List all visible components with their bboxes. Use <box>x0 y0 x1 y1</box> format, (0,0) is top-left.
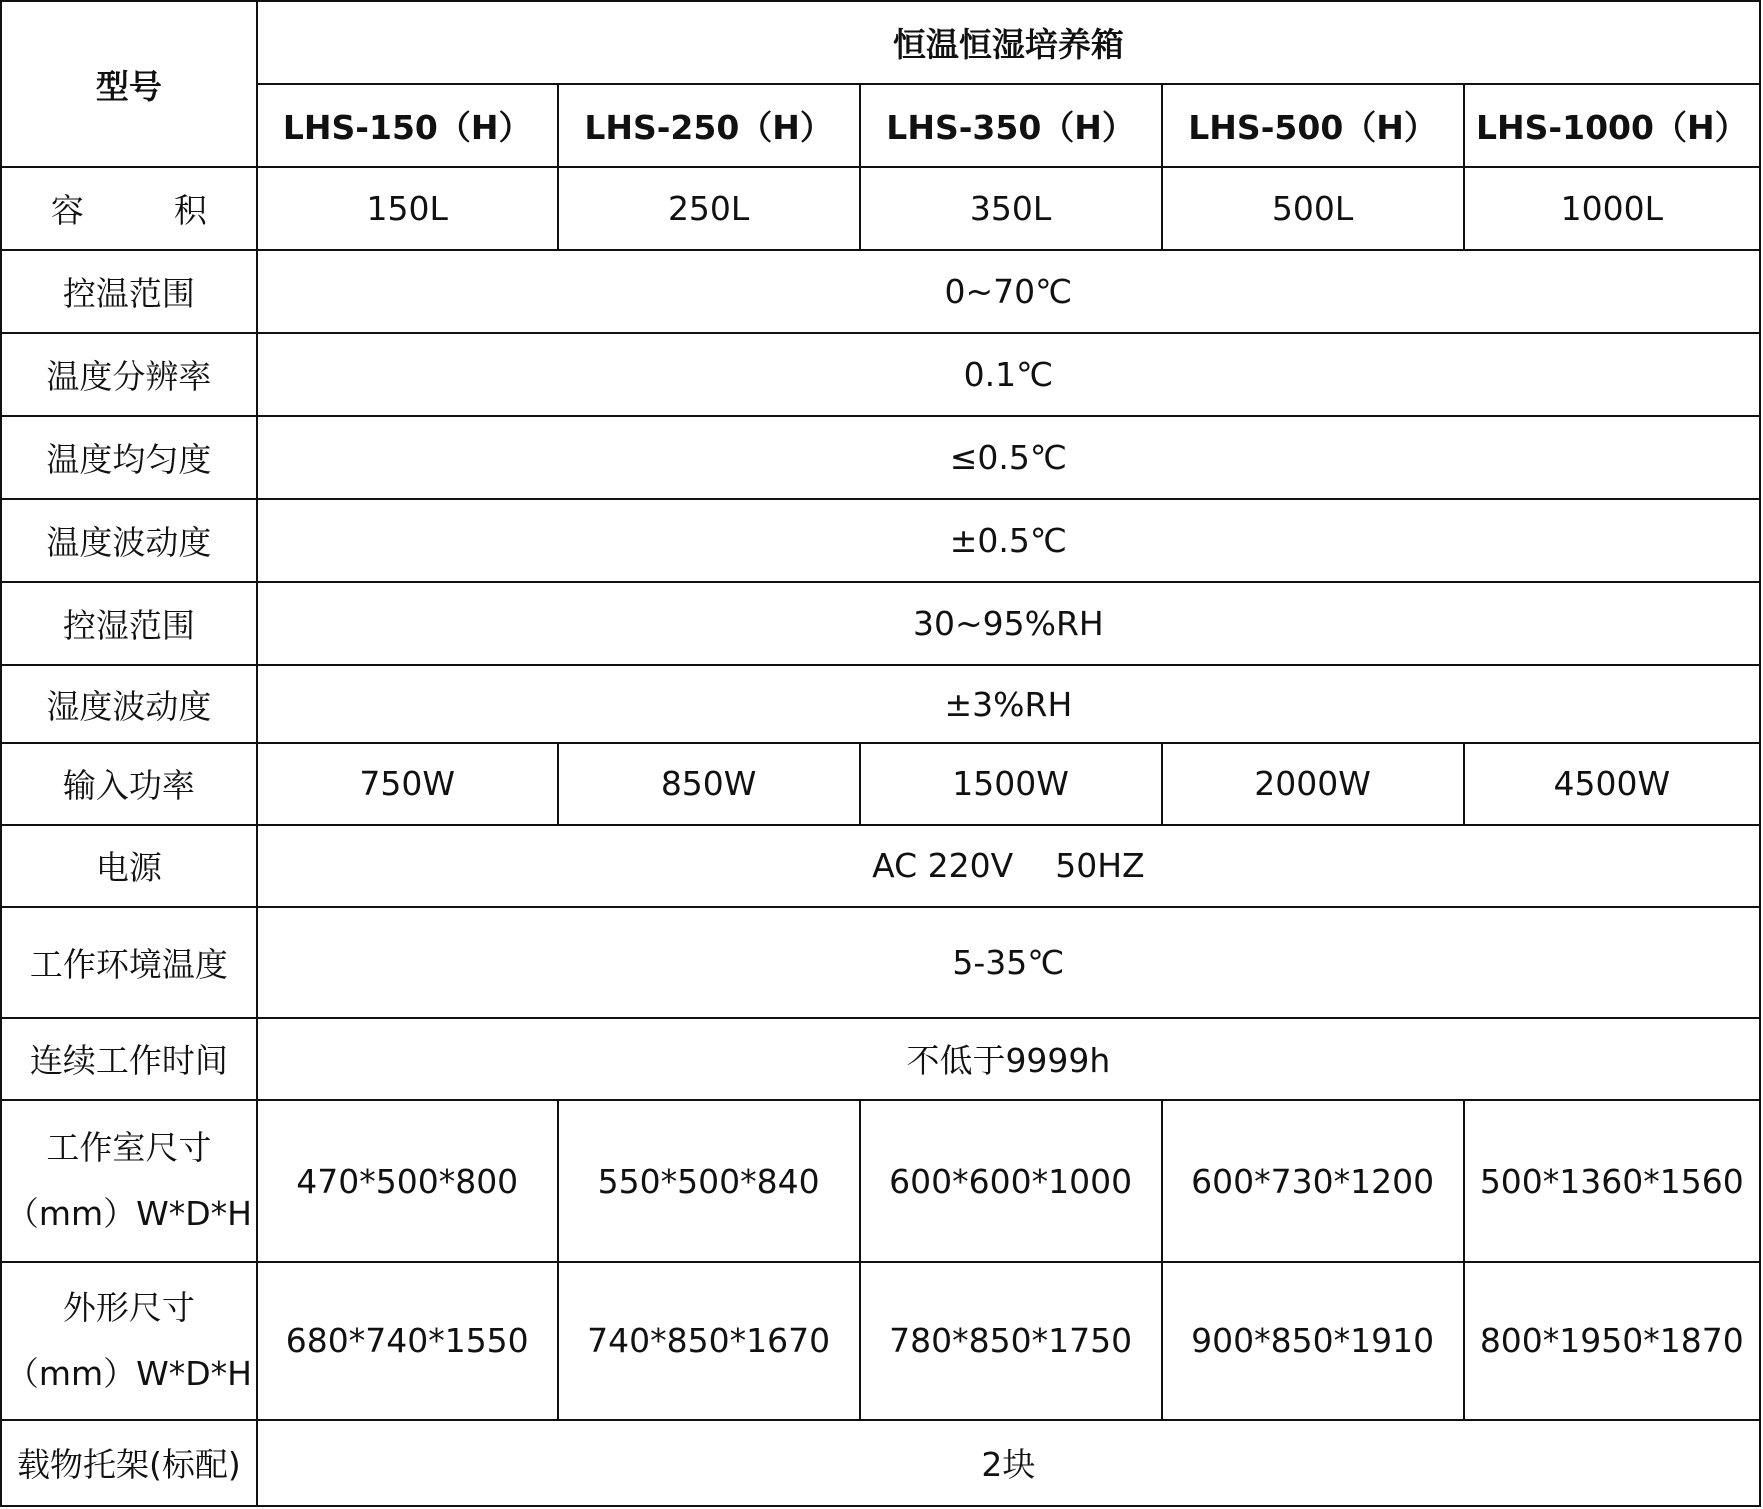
input-power-value: 4500W <box>1464 743 1760 825</box>
row-continuous-time <box>1 1018 1760 1100</box>
row-temp-range <box>1 250 1760 333</box>
temp-resolution-label: 温度分辨率 <box>1 333 257 416</box>
humidity-range-label: 控湿范围 <box>1 582 257 665</box>
outer-size-value: 780*850*1750 <box>860 1262 1162 1419</box>
row-power-supply <box>1 825 1760 907</box>
volume-value: 250L <box>558 167 860 250</box>
volume-label-a: 容 <box>50 191 84 231</box>
volume-label-b: 积 <box>173 191 207 231</box>
product-title: 恒温恒湿培养箱 <box>257 1 1760 84</box>
chamber-size-label-line1: 工作室尺寸 <box>46 1128 212 1168</box>
outer-size-label <box>1 1262 257 1419</box>
outer-size-value: 740*850*1670 <box>558 1262 860 1419</box>
input-power-value: 850W <box>558 743 860 825</box>
outer-size-value: 800*1950*1870 <box>1464 1262 1760 1419</box>
row-shelves <box>1 1420 1760 1507</box>
shelves-value: 2块 <box>257 1420 1760 1507</box>
power-supply-value: AC 220V 50HZ <box>257 825 1760 907</box>
input-power-value: 750W <box>257 743 558 825</box>
chamber-size-value: 470*500*800 <box>257 1100 558 1263</box>
model-header: LHS-1000（H） <box>1464 84 1760 167</box>
temp-uniformity-value: ≤0.5℃ <box>257 416 1760 499</box>
chamber-size-value: 550*500*840 <box>558 1100 860 1263</box>
row-temp-fluctuation <box>1 499 1760 582</box>
continuous-time-label: 连续工作时间 <box>1 1018 257 1100</box>
temp-fluctuation-label: 温度波动度 <box>1 499 257 582</box>
row-temp-resolution <box>1 333 1760 416</box>
row-temp-uniformity <box>1 416 1760 499</box>
chamber-size-label-line2: （mm）W*D*H <box>5 1194 252 1234</box>
chamber-size-label <box>1 1100 257 1263</box>
volume-value: 1000L <box>1464 167 1760 250</box>
row-chamber-size <box>1 1100 1760 1263</box>
row-humidity-fluctuation <box>1 665 1760 742</box>
row-outer-size <box>1 1262 1760 1419</box>
model-header: LHS-500（H） <box>1162 84 1464 167</box>
volume-value: 500L <box>1162 167 1464 250</box>
ambient-temp-value: 5-35℃ <box>257 907 1760 1018</box>
row-humidity-range <box>1 582 1760 665</box>
row-volume <box>1 167 1760 250</box>
row-ambient-temp <box>1 907 1760 1018</box>
input-power-value: 2000W <box>1162 743 1464 825</box>
outer-size-value: 900*850*1910 <box>1162 1262 1464 1419</box>
model-header: LHS-350（H） <box>860 84 1162 167</box>
row-input-power <box>1 743 1760 825</box>
outer-size-value: 680*740*1550 <box>257 1262 558 1419</box>
temp-range-label: 控温范围 <box>1 250 257 333</box>
model-header: LHS-150（H） <box>257 84 558 167</box>
chamber-size-value: 500*1360*1560 <box>1464 1100 1760 1263</box>
humidity-range-value: 30~95%RH <box>257 582 1760 665</box>
temp-resolution-value: 0.1℃ <box>257 333 1760 416</box>
continuous-time-value: 不低于9999h <box>257 1018 1760 1100</box>
volume-value: 350L <box>860 167 1162 250</box>
humidity-fluctuation-value: ±3%RH <box>257 665 1760 742</box>
outer-size-label-line1: 外形尺寸 <box>62 1287 195 1327</box>
type-header: 型号 <box>1 1 257 167</box>
shelves-label: 载物托架(标配) <box>1 1420 257 1507</box>
ambient-temp-label: 工作环境温度 <box>1 907 257 1018</box>
chamber-size-value: 600*730*1200 <box>1162 1100 1464 1263</box>
input-power-label: 输入功率 <box>1 743 257 825</box>
power-supply-label: 电源 <box>1 825 257 907</box>
temp-range-value: 0~70℃ <box>257 250 1760 333</box>
volume-value: 150L <box>257 167 558 250</box>
input-power-value: 1500W <box>860 743 1162 825</box>
temp-fluctuation-value: ±0.5℃ <box>257 499 1760 582</box>
model-header: LHS-250（H） <box>558 84 860 167</box>
volume-label <box>1 167 257 250</box>
humidity-fluctuation-label: 湿度波动度 <box>1 665 257 742</box>
outer-size-label-line2: （mm）W*D*H <box>5 1353 252 1393</box>
chamber-size-value: 600*600*1000 <box>860 1100 1162 1263</box>
temp-uniformity-label: 温度均匀度 <box>1 416 257 499</box>
